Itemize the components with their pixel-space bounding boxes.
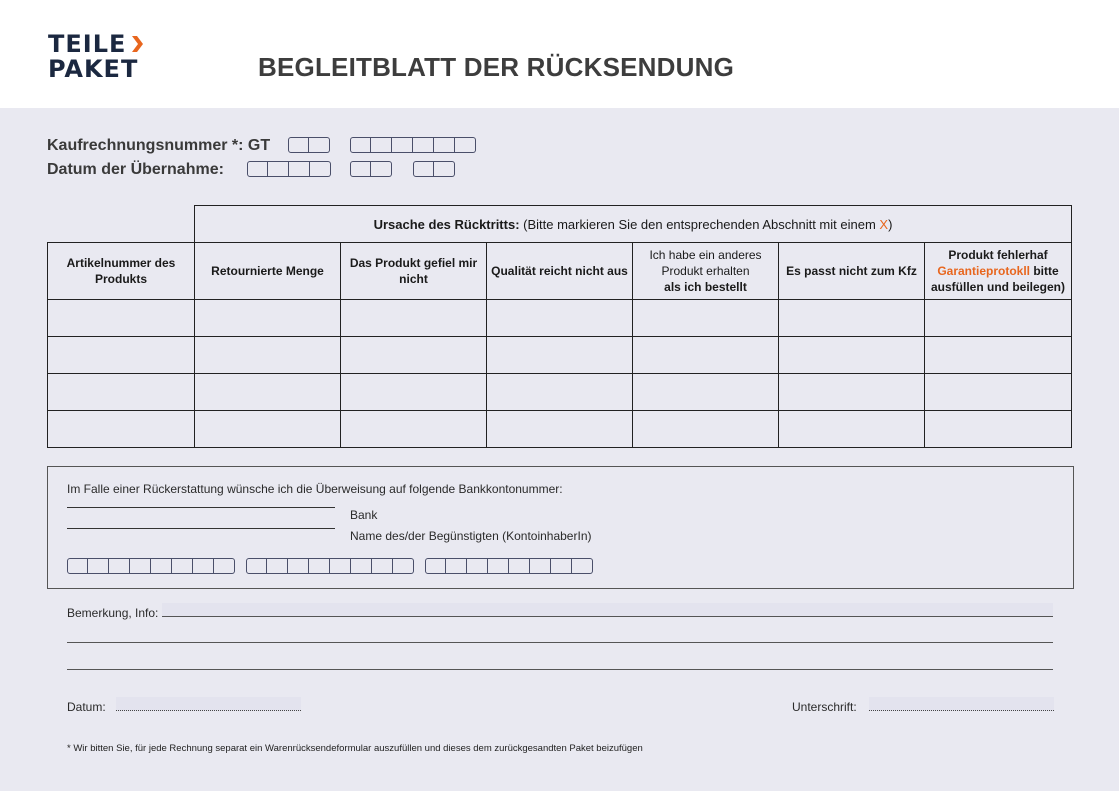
table-row [48, 411, 1072, 448]
chevron-right-icon [130, 34, 144, 54]
account-boxes-group-3[interactable] [425, 558, 593, 574]
teilepaket-logo [48, 30, 188, 83]
account-boxes-group-1[interactable] [67, 558, 235, 574]
column-header-defective: Produkt fehlerhaf Garantieprotokll bitte ausfüllen und beilegen) [925, 243, 1072, 300]
bank-name-line[interactable] [67, 507, 335, 508]
beneficiary-label: Name des/der Begünstigten (KontoinhaberIn) [350, 529, 592, 543]
footnote: * Wir bitten Sie, für jede Rechnung separat ein Warenrücksendeformular auszufüllen und dieses dem zurückgesandten Paket beizufügen [67, 743, 643, 754]
signature-input-line[interactable] [869, 697, 1054, 711]
remark-label: Bemerkung, Info: [67, 606, 159, 620]
return-reason-heading: Ursache des Rücktritts: (Bitte markieren Sie den entsprechenden Abschnitt mit einem X) [195, 206, 1072, 243]
table-row [48, 337, 1072, 374]
header [0, 0, 1119, 108]
logo-text-paket: PAKET [48, 55, 139, 83]
column-header-returned-quantity: Retournierte Menge [195, 243, 341, 300]
date-month-boxes[interactable] [350, 161, 392, 177]
column-header-did-not-like: Das Produkt gefiel mir nicht [341, 243, 487, 300]
column-header-wrong-product: Ich habe ein anderes Produkt erhalten als ich bestellt [633, 243, 779, 300]
date-input-line[interactable] [116, 697, 301, 711]
date-day-boxes[interactable] [413, 161, 455, 177]
remark-line-3[interactable] [67, 669, 1053, 670]
invoice-number-boxes[interactable] [350, 137, 476, 153]
invoice-prefix-boxes[interactable] [288, 137, 330, 153]
table-row [48, 300, 1072, 337]
date-year-boxes[interactable] [247, 161, 331, 177]
column-header-article-number: Artikelnummer des Produkts [48, 243, 195, 300]
column-header-does-not-fit: Es passt nicht zum Kfz [779, 243, 925, 300]
remark-line-1[interactable] [162, 603, 1053, 617]
bank-details-box [47, 466, 1074, 589]
table-row [48, 374, 1072, 411]
beneficiary-name-line[interactable] [67, 528, 335, 529]
return-reason-table [47, 205, 1072, 448]
bank-label: Bank [350, 508, 378, 522]
takeover-date-label: Datum der Übernahme: [47, 161, 224, 178]
signature-label: Unterschrift: [792, 700, 857, 714]
logo-text-teile: TEILE [48, 30, 127, 58]
remark-line-2[interactable] [67, 642, 1053, 643]
bank-intro-text: Im Falle einer Rückerstattung wünsche ich die Überweisung auf folgende Bankkontonummer: [67, 482, 563, 496]
invoice-number-label: Kaufrechnungsnummer *: GT [47, 137, 271, 154]
account-boxes-group-2[interactable] [246, 558, 414, 574]
page-title: BEGLEITBLATT DER RÜCKSENDUNG [258, 52, 734, 82]
column-header-quality: Qualität reicht nicht aus [487, 243, 633, 300]
date-label: Datum: [67, 700, 106, 714]
